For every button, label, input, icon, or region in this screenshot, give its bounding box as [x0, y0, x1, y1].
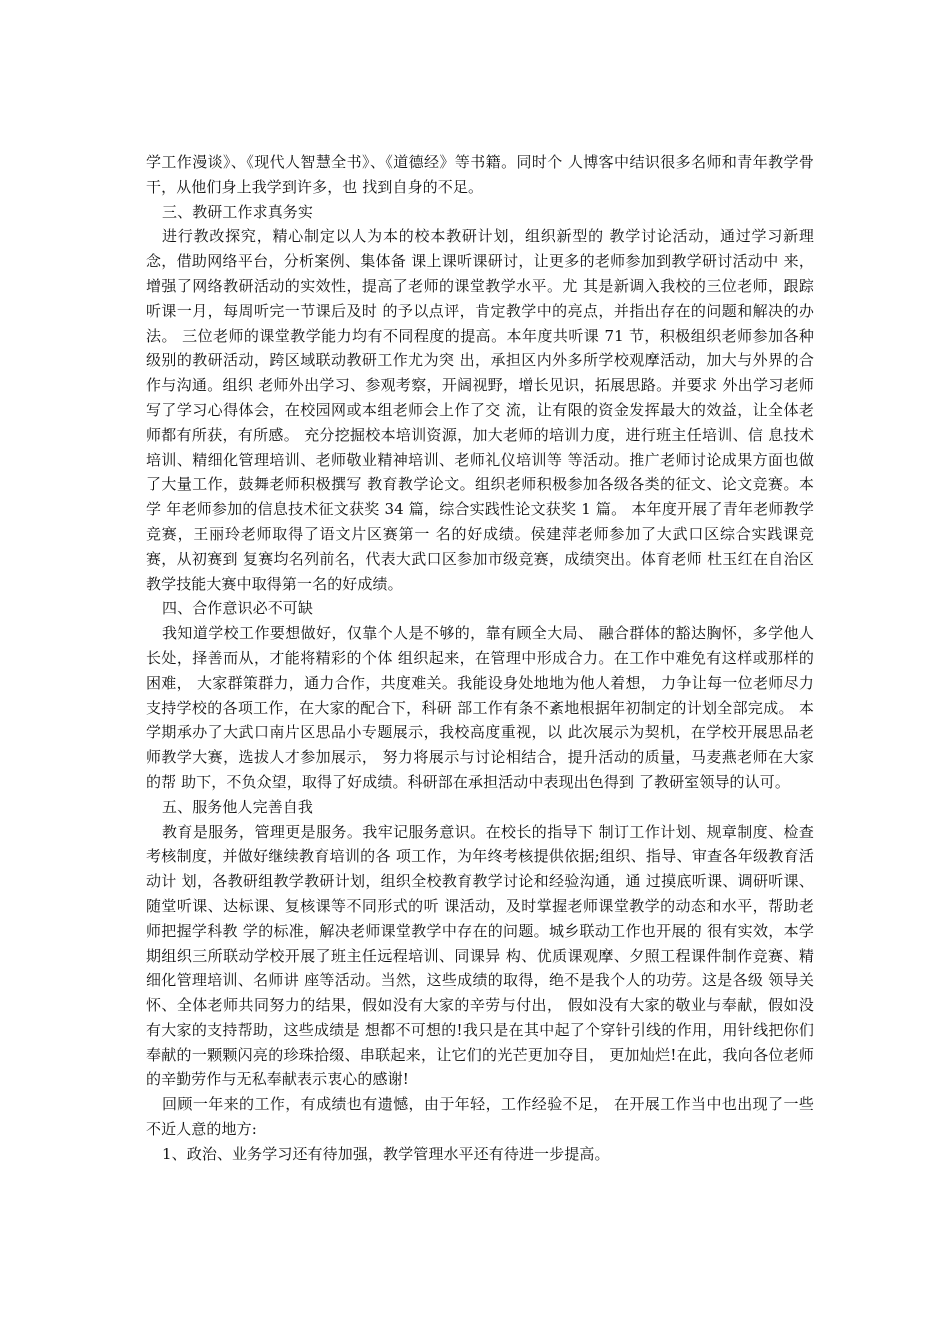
paragraph-service: 教育是服务，管理更是服务。我牢记服务意识。在校长的指导下 制订工作计划、规章制度、检查考核制度，并做好继续教育培训的各 项工作，为年终考核提供依据;组织、指导、审查各年级教育活动计 划，各教研组教学教研计划，组织全校教育教学讨论和经验沟通，通 过摸底听课、调研听课、随堂听课、达标课、复核课等不同形式的听 课活动，及时掌握老师课堂教学的动态和水平，帮助老师把握学科教 学的标准，解决老师课堂教学中存在的问题。城乡联动工作也开展的 很有实效，本学期组织三所联动学校开展了班主任远程培训、同课异 构、优质课观摩、夕照工程课件制作竞赛、精细化管理培训、名师讲 座等活动。当然，这些成绩的取得，绝不是我个人的功劳。这是各级 领导关怀、全体老师共同努力的结果，假如没有大家的辛劳与付出， 假如没有大家的敬业与奉献，假如没有大家的支持帮助，这些成绩是 想都不可想的!我只是在其中起了个穿针引线的作用，用针线把你们 奉献的一颗颗闪亮的珍珠拾缀、串联起来，让它们的光芒更加夺目， 更加灿烂!在此，我向各位老师的辛勤劳作与无私奉献表示衷心的感谢!: [146, 822, 814, 1089]
paragraph-cooperation: 我知道学校工作要想做好，仅靠个人是不够的，靠有顾全大局、 融合群体的豁达胸怀，多学他人长处，择善而从，才能将精彩的个体 组织起来，在管理中形成合力。在工作中难免有这样或那样的困难， 大家群策群力，通力合作，共度难关。我能设身处地地为他人着想， 力争让每一位老师尽力支持学校的各项工作，在大家的配合下，科研 部工作有条不紊地根据年初制定的计划全部完成。 本学期承办了大武口南片区思品小专题展示，我校高度重视，以 此次展示为契机，在学校开展思品老师教学大赛，选拔人才参加展示， 努力将展示与讨论相结合，提升活动的质量，马麦燕老师在大家的帮 助下，不负众望，取得了好成绩。科研部在承担活动中表现出色得到 了教研室领导的认可。: [146, 624, 814, 791]
paragraph-teaching-research: 进行教改探究，精心制定以人为本的校本教研计划，组织新型的 教学讨论活动，通过学习新理念，借助网络平台，分析案例、集体备 课上课听课研讨，让更多的老师参加到教学研讨活动中 来，增强了网络教研活动的实效性，提高了老师的课堂教学水平。尤 其是新调入我校的三位老师，跟踪听课一月，每周听完一节课后及时 的予以点评，肯定教学中的亮点，并指出存在的问题和解决的办法。 三位老师的课堂教学能力均有不同程度的提高。本年度共听课 71 节，积极组织老师参加各种级别的教研活动，跨区域联动教研工作尤为突 出，承担区内外多所学校观摩活动，加大与外界的合作与沟通。组织 老师外出学习、参观考察，开阔视野，增长见识，拓展思路。并要求 外出学习老师写了学习心得体会，在校园网或本组老师会上作了交 流，让有限的资金发挥最大的效益，让全体老师都有所获，有所感。 充分挖掘校本培训资源，加大老师的培训力度，进行班主任培训、信 息技术培训、精细化管理培训、老师敬业精神培训、老师礼仪培训等 等活动。推广老师讨论成果方面也做了大量工作，鼓舞老师积极撰写 教育教学论文。组织老师积极参加各级各类的征文、论文竞赛。本学 年老师参加的信息技术征文获奖 34 篇，综合实践性论文获奖 1 篇。 本年度开展了青年老师教学竞赛，王丽玲老师取得了语文片区赛第一 名的好成绩。侯建萍老师参加了大武口区综合实践课竞赛，从初赛到 复赛均名列前名，代表大武口区参加市级竞赛，成绩突出。体育老师 杜玉红在自治区教学技能大赛中取得第一名的好成绩。: [146, 227, 814, 593]
document-body: [146, 150, 814, 1167]
paragraph-reading-intro: 学工作漫谈》、《现代人智慧全书》、《道德经》等书籍。同时个 人博客中结识很多名师和青年教学骨干，从他们身上我学到许多，也 找到自身的不足。: [146, 153, 814, 196]
section-heading-teaching-research: 三、教研工作求真务实: [162, 202, 314, 221]
list-item-shortcoming-1: 1、政治、业务学习还有待加强，教学管理水平还有待进一步提高。: [162, 1144, 610, 1163]
section-heading-service: 五、服务他人完善自我: [162, 797, 314, 816]
paragraph-review: 回顾一年来的工作，有成绩也有遗憾，由于年轻，工作经验不足， 在开展工作当中也出现了一些不近人意的地方:: [146, 1095, 814, 1139]
section-heading-cooperation: 四、合作意识必不可缺: [162, 599, 314, 618]
